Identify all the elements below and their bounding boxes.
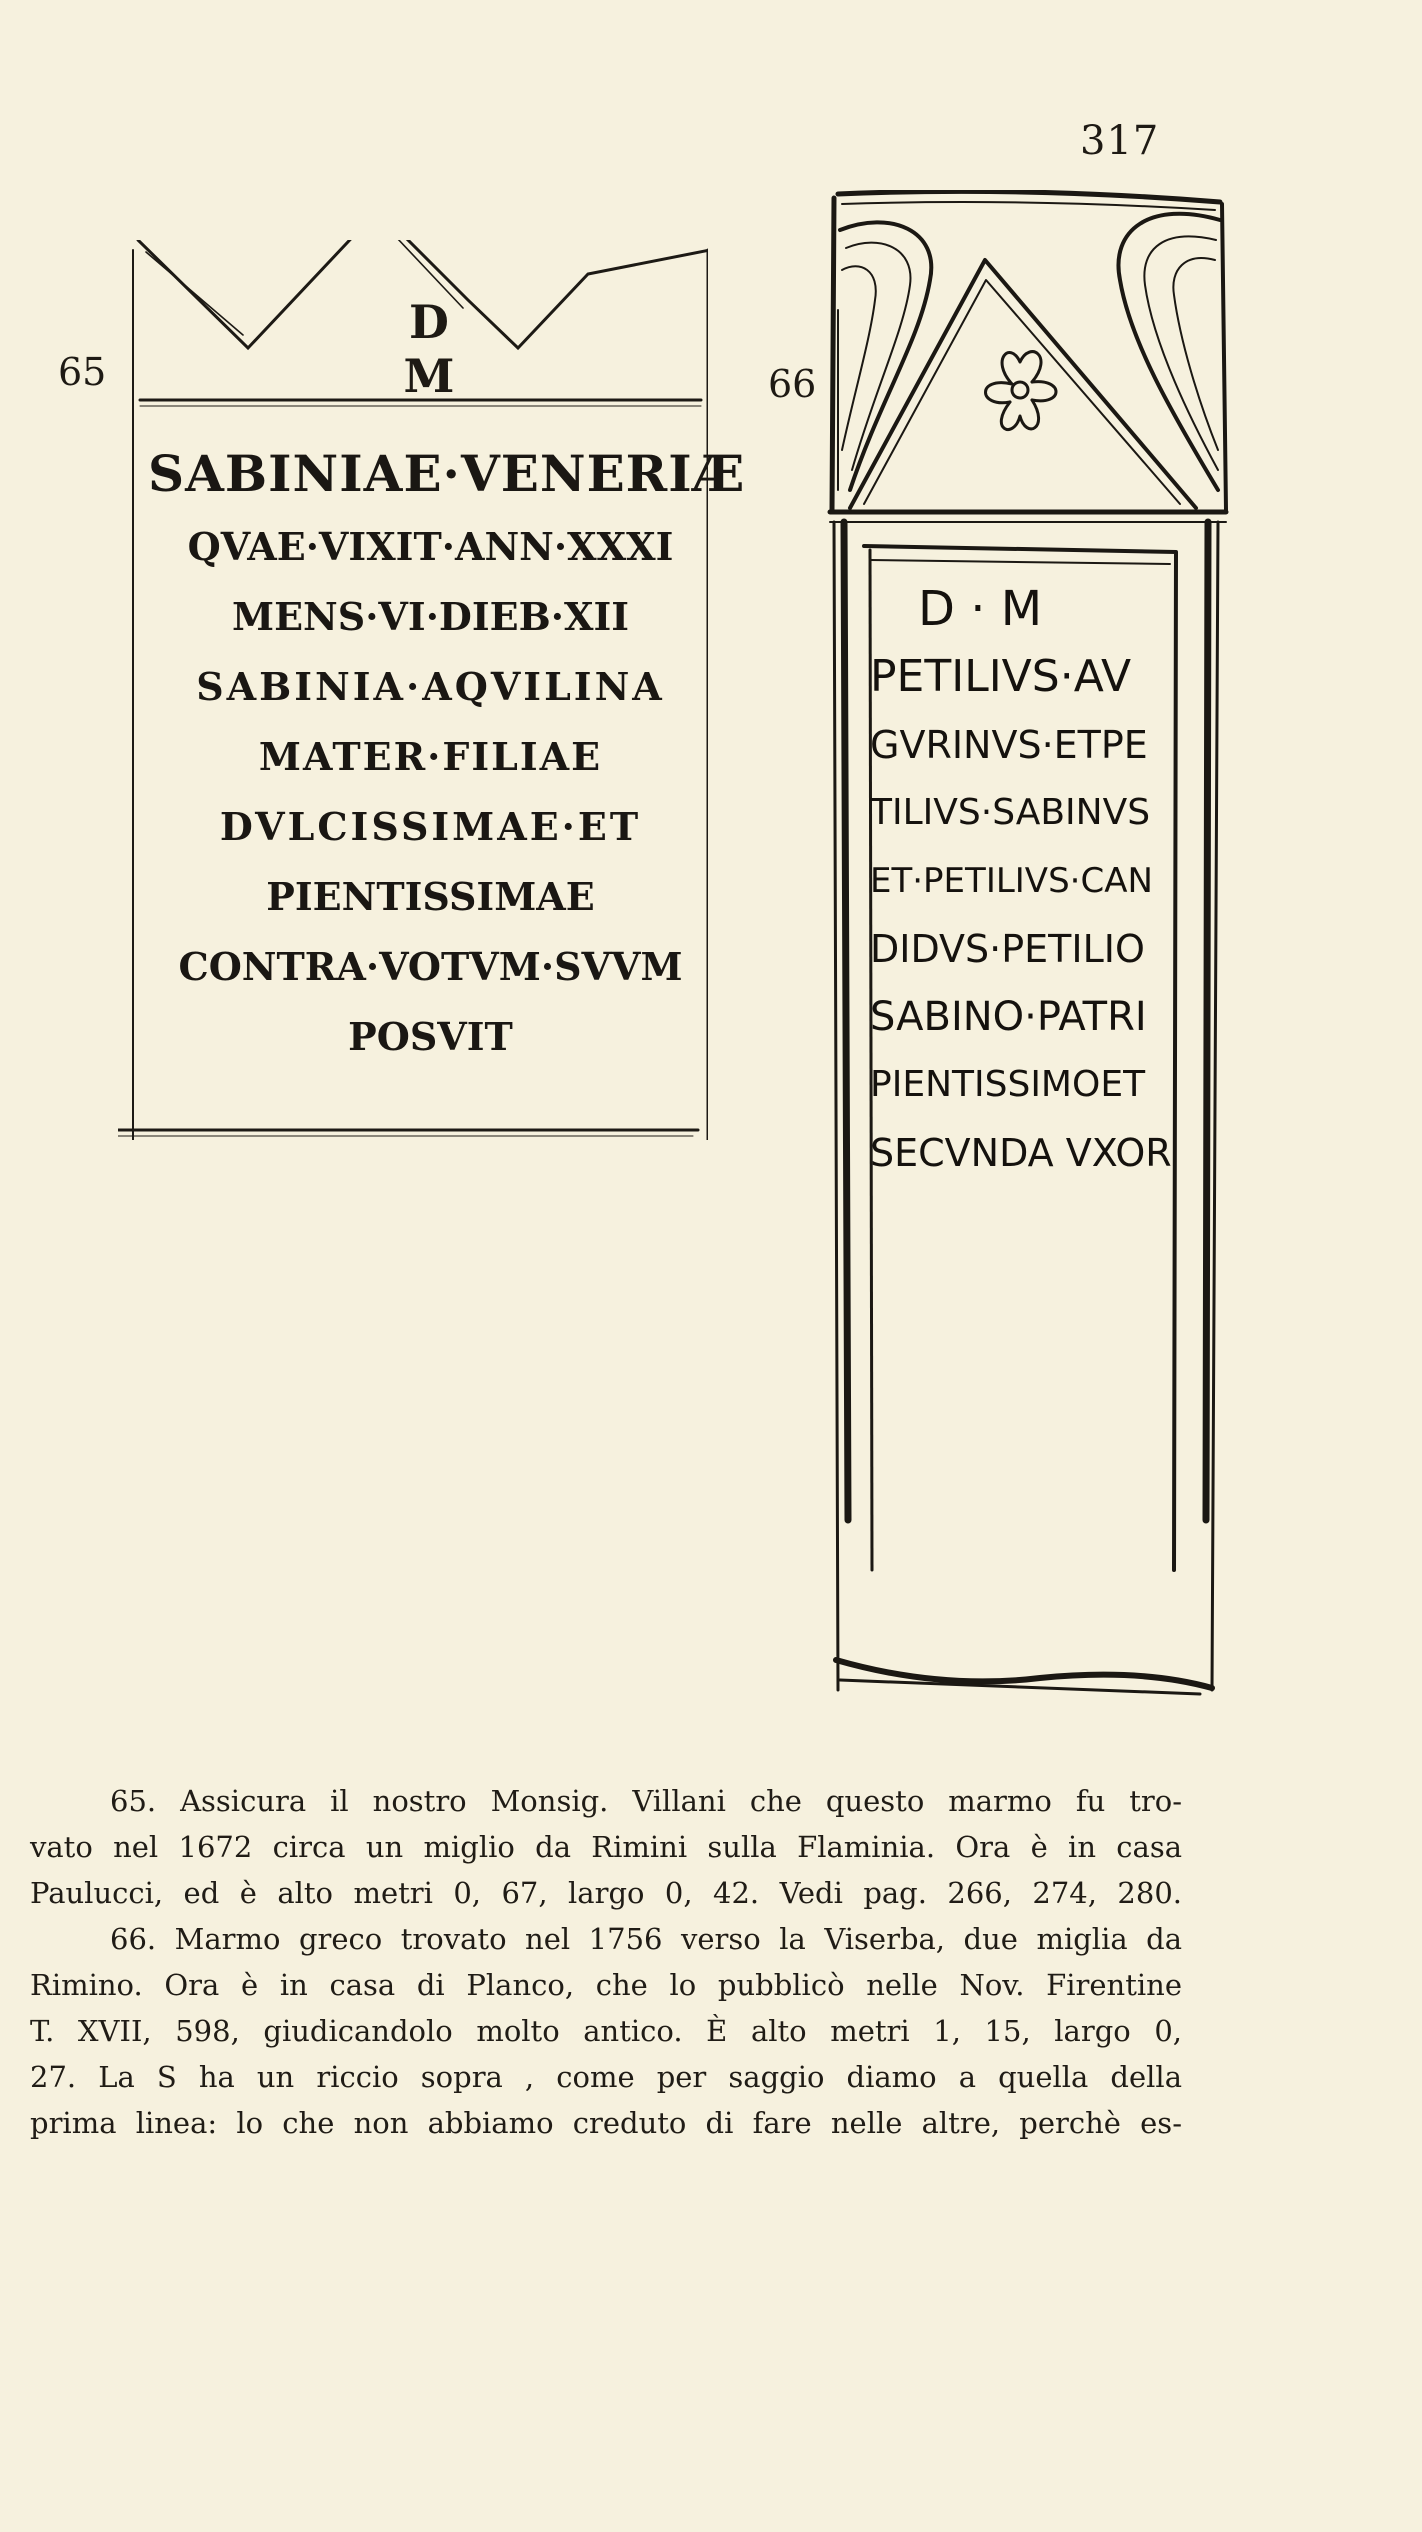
figure-65-line-8: CONTRA·VOTVM·SVVM [178, 944, 683, 989]
page-number: 317 [1080, 118, 1160, 164]
figure-66-line-8: SECVNDA VXOR [870, 1131, 1172, 1175]
note-line: T. XVII, 598, giudicandolo molto antico. È alto metri 1, 15, largo 0, [30, 2014, 1182, 2048]
figure-65-heading: D M [403, 295, 493, 403]
note-line: Rimino. Ora è in casa di Planco, che lo pubblicò nelle Nov. Firentine [30, 1968, 1182, 2002]
figure-65-line-9: POSVIT [348, 1014, 513, 1059]
figure-65-inscription [118, 240, 746, 1140]
figure-66-line-2: GVRINVS·ETPE [870, 723, 1148, 767]
note-line: vato nel 1672 circa un miglio da Rimini sulla Flaminia. Ora è in casa [30, 1830, 1182, 1864]
note-line: Paulucci, ed è alto metri 0, 67, largo 0, 42. Vedi pag. 266, 274, 280. [30, 1876, 1182, 1910]
note-line: 66. Marmo greco trovato nel 1756 verso la Viserba, due miglia da [110, 1922, 1182, 1956]
note-line: prima linea: lo che non abbiamo creduto di fare nelle altre, perchè es- [30, 2106, 1182, 2140]
figure-66-line-5: DIDVS·PETILIO [870, 927, 1145, 971]
figure-66-number: 66 [768, 362, 817, 406]
note-line: 27. La S ha un riccio sopra , come per saggio diamo a quella della [30, 2060, 1182, 2094]
figure-66-line-4: ET·PETILIVS·CAN [870, 861, 1153, 901]
figure-66-line-3: TILIVS·SABINVS [870, 792, 1151, 833]
figure-66-heading: D · M [918, 581, 1043, 637]
footnotes [30, 1778, 1182, 2146]
figure-66-line-1: PETILIVS·AV [870, 651, 1132, 702]
figure-66-text [870, 575, 1190, 1187]
note-line: 65. Assicura il nostro Monsig. Villani che questo marmo fu tro- [110, 1784, 1182, 1818]
figure-65-line-5: MATER·FILIAE [258, 734, 603, 779]
figure-65-line-1: SABINIAE·VENERIÆ [148, 444, 746, 503]
figure-65-line-4: SABINIA·AQVILINA [196, 664, 665, 709]
figure-65-number: 65 [58, 350, 107, 394]
figure-66-line-7: PIENTISSIMOET [870, 1064, 1146, 1105]
figure-66-line-6: SABINO·PATRI [870, 994, 1147, 1040]
figure-66-inscription [820, 190, 1240, 1710]
figure-65-line-2: QVAE·VIXIT·ANN·XXXI [187, 524, 674, 569]
figure-65-text [148, 436, 746, 1072]
figure-65-line-7: PIENTISSIMAE [266, 874, 595, 919]
figure-65-line-6: DVLCISSIMAE·ET [219, 804, 642, 849]
figure-65-line-3: MENS·VI·DIEB·XII [232, 594, 629, 639]
